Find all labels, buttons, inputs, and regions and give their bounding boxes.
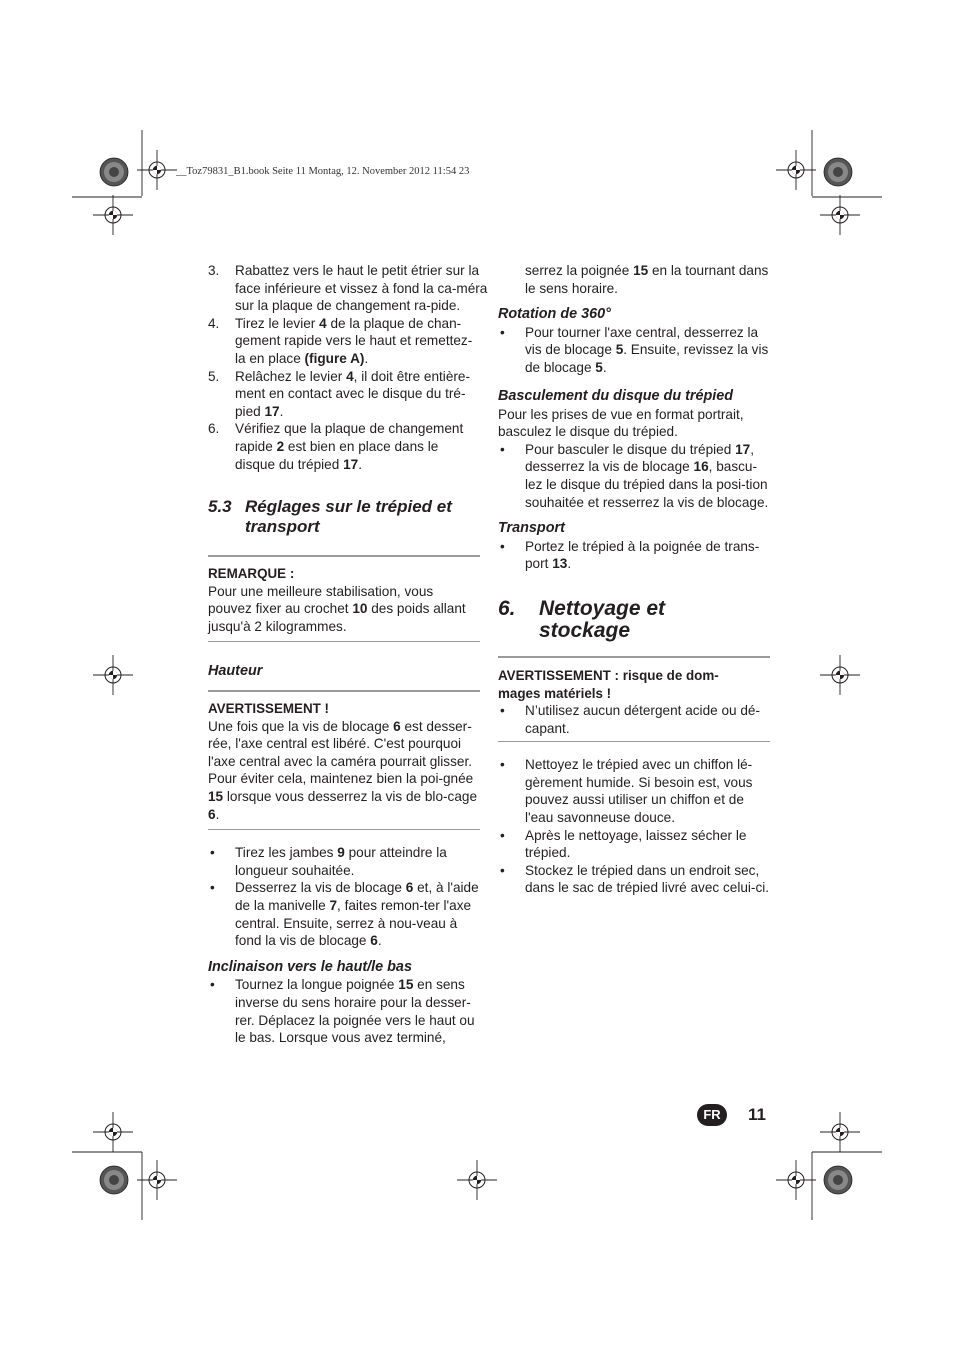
list-item: 5. Relâchez le levier 4, il doit être entière-ment en contact avec le disque du tré-pied 17. <box>208 368 470 419</box>
color-target-icon <box>100 1166 128 1194</box>
reg-mark-icon <box>137 150 177 190</box>
step-number: 3. <box>208 263 220 278</box>
list-item: • Tirez les jambes 9 pour atteindre la longueur souhaitée. <box>210 845 447 878</box>
list-item: • Nettoyez le trépied avec un chiffon lé-gèrement humide. Si besoin est, vous pouvez aussi utiliser un chiffon et de l'eau savonneuse douce. <box>500 757 753 826</box>
section-heading: 5.3 Réglages sur le trépied et transport <box>208 497 452 537</box>
language-badge: FR <box>697 1104 727 1126</box>
bullet: • <box>500 324 505 340</box>
bullet: • <box>500 441 505 457</box>
bullet: • <box>500 703 505 719</box>
note-label: REMARQUE : <box>208 566 295 582</box>
list-item: • Pour tourner l'axe central, desserrez la vis de blocage 5. Ensuite, revissez la vis de blocage 5. <box>500 324 769 375</box>
list-item: • N’utilisez aucun détergent acide ou dé-capant. <box>500 703 761 736</box>
intro-text: Pour les prises de vue en format portrait, basculez le disque du trépied. <box>498 406 744 440</box>
reg-mark-icon <box>137 1160 177 1200</box>
chapter-heading: 6. Nettoyage et stockage <box>498 596 666 642</box>
list-item: • Portez le trépied à la poignée de trans-port 13. <box>500 538 760 572</box>
note-text: Pour une meilleure stabilisation, vous pouvez fixer au crochet 10 des poids allant jusqu'à 2 kilogrammes. <box>208 583 466 634</box>
list-item: 3. Rabattez vers le haut le petit étrier sur la face inférieure et vissez à fond la ca-méra sur la plaque de changement ra-pide. <box>208 263 488 314</box>
color-target-icon <box>824 1166 852 1194</box>
step-number: 6. <box>208 421 220 437</box>
reg-mark-icon <box>93 195 133 235</box>
subheading-rotation: Rotation de 360° <box>498 306 611 323</box>
reg-mark-icon <box>93 655 133 695</box>
bullet: • <box>500 862 505 878</box>
reg-mark-icon <box>457 1160 497 1200</box>
reg-mark-icon <box>776 1160 816 1200</box>
bullet: • <box>210 845 215 861</box>
list-item: • Pour basculer le disque du trépied 17, desserrez la vis de blocage 16, bascu-lez le disque du trépied dans la posi-tion souhaitée et resserrez la vis de blocage. <box>500 441 769 510</box>
step-number: 5. <box>208 368 220 384</box>
step-number: 4. <box>208 315 220 331</box>
subheading-inclinaison: Inclinaison vers le haut/le bas <box>208 958 412 975</box>
reg-mark-icon <box>820 655 860 695</box>
list-item: 4. Tirez le levier 4 de la plaque de chan-gement rapide vers le haut et remettez-la en place (figure A). <box>208 315 473 366</box>
color-target-icon <box>100 158 128 186</box>
reg-mark-icon <box>93 1112 133 1152</box>
warning-text: Une fois que la vis de blocage 6 est desser-rée, l'axe central est libéré. C'est pourquoi l'axe central avec la caméra pourrait glisser. Pour éviter cela, maintenez bien la poi-gnée 15 lorsque vous desserrez la vis de blo-cage 6. <box>208 718 478 822</box>
bullet: • <box>210 977 215 993</box>
list-item: • Desserrez la vis de blocage 6 et, à l'aide de la manivelle 7, faites remon-ter l'axe central. Ensuite, serrez à nou-veau à fond la vis de blocage 6. <box>210 880 479 949</box>
crop-lines <box>72 130 882 1220</box>
bullet: • <box>500 757 505 773</box>
reg-mark-icon <box>776 150 816 190</box>
color-target-icon <box>824 158 852 186</box>
print-header: __Toz79831_B1.book Seite 11 Montag, 12. November 2012 11:54 23 <box>176 166 470 177</box>
bullet: • <box>210 880 215 896</box>
list-item: • Après le nettoyage, laissez sécher le trépied. <box>500 827 747 861</box>
page-number: 11 <box>748 1105 766 1124</box>
list-item: • Tournez la longue poignée 15 en sens inverse du sens horaire pour la desser-rer. Déplacez la poignée vers le haut ou le bas. Lorsque vous avez terminé, <box>210 977 475 1046</box>
bullet: • <box>500 827 505 843</box>
subheading-basculement: Basculement du disque du trépied <box>498 387 734 404</box>
reg-mark-icon <box>820 1112 860 1152</box>
list-item: serrez la poignée 15 en la tournant dans le sens horaire. <box>525 263 769 296</box>
list-item: 6. Vérifiez que la plaque de changement rapide 2 est bien en place dans le disque du trépied 17. <box>208 421 464 472</box>
bullet: • <box>500 538 505 554</box>
subheading-hauteur: Hauteur <box>208 662 263 679</box>
reg-mark-icon <box>820 195 860 235</box>
subheading-transport: Transport <box>498 520 565 537</box>
warning-label: AVERTISSEMENT : risque de dom-mages matériels ! <box>498 667 719 701</box>
list-item: • Stockez le trépied dans un endroit sec, dans le sac de trépied livré avec celui-ci. <box>500 862 770 896</box>
warning-label: AVERTISSEMENT ! <box>208 701 330 717</box>
